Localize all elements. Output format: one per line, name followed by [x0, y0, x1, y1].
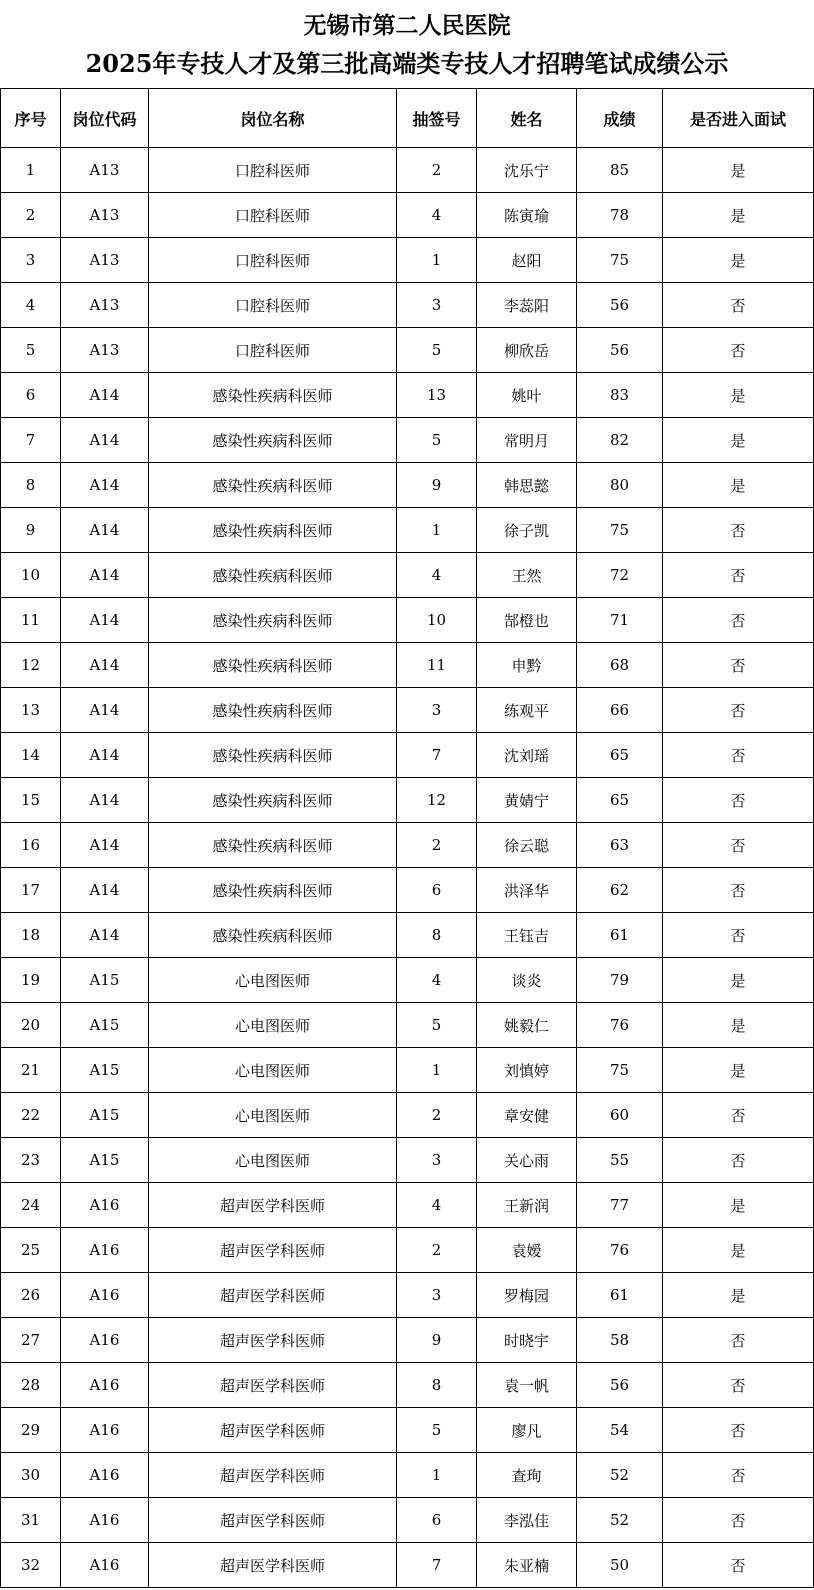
cell-name: 刘慎婷: [477, 1048, 577, 1093]
cell-position-code: A16: [61, 1408, 149, 1453]
cell-position-code: A16: [61, 1363, 149, 1408]
cell-index: 2: [1, 193, 61, 238]
cell-position-code: A14: [61, 733, 149, 778]
cell-position-name: 超声医学科医师: [149, 1543, 397, 1588]
cell-position-name: 口腔科医师: [149, 283, 397, 328]
cell-lot-number: 7: [397, 1543, 477, 1588]
cell-position-name: 感染性疾病科医师: [149, 778, 397, 823]
cell-lot-number: 3: [397, 1273, 477, 1318]
cell-position-name: 感染性疾病科医师: [149, 463, 397, 508]
cell-position-name: 心电图医师: [149, 1093, 397, 1138]
cell-interview: 否: [663, 508, 814, 553]
cell-name: 袁嫒: [477, 1228, 577, 1273]
cell-name: 李泓佳: [477, 1498, 577, 1543]
cell-index: 24: [1, 1183, 61, 1228]
cell-score: 65: [577, 778, 663, 823]
cell-position-code: A15: [61, 1003, 149, 1048]
cell-index: 18: [1, 913, 61, 958]
cell-lot-number: 6: [397, 868, 477, 913]
cell-lot-number: 2: [397, 148, 477, 193]
cell-lot-number: 1: [397, 1453, 477, 1498]
cell-lot-number: 3: [397, 283, 477, 328]
cell-interview: 否: [663, 913, 814, 958]
cell-index: 26: [1, 1273, 61, 1318]
cell-name: 沈刘瑶: [477, 733, 577, 778]
header-position-name: 岗位名称: [149, 89, 397, 148]
cell-name: 练观平: [477, 688, 577, 733]
cell-score: 68: [577, 643, 663, 688]
table-row: [1, 328, 814, 373]
cell-score: 75: [577, 238, 663, 283]
cell-lot-number: 4: [397, 553, 477, 598]
cell-position-code: A13: [61, 328, 149, 373]
cell-interview: 否: [663, 823, 814, 868]
cell-position-name: 超声医学科医师: [149, 1408, 397, 1453]
cell-index: 15: [1, 778, 61, 823]
cell-name: 柳欣岳: [477, 328, 577, 373]
cell-position-name: 心电图医师: [149, 1048, 397, 1093]
cell-score: 56: [577, 283, 663, 328]
cell-position-name: 超声医学科医师: [149, 1228, 397, 1273]
cell-index: 23: [1, 1138, 61, 1183]
cell-lot-number: 3: [397, 1138, 477, 1183]
cell-position-code: A14: [61, 868, 149, 913]
cell-position-name: 超声医学科医师: [149, 1273, 397, 1318]
cell-interview: 否: [663, 1318, 814, 1363]
cell-name: 黄婧宁: [477, 778, 577, 823]
table-row: [1, 508, 814, 553]
cell-position-name: 感染性疾病科医师: [149, 643, 397, 688]
cell-name: 徐子凯: [477, 508, 577, 553]
cell-lot-number: 2: [397, 823, 477, 868]
cell-index: 3: [1, 238, 61, 283]
cell-interview: 是: [663, 193, 814, 238]
cell-position-code: A13: [61, 283, 149, 328]
cell-name: 查珣: [477, 1453, 577, 1498]
cell-score: 78: [577, 193, 663, 238]
cell-index: 27: [1, 1318, 61, 1363]
cell-name: 李蕊阳: [477, 283, 577, 328]
table-row: [1, 643, 814, 688]
cell-name: 徐云聪: [477, 823, 577, 868]
cell-score: 79: [577, 958, 663, 1003]
table-row: [1, 148, 814, 193]
cell-lot-number: 5: [397, 418, 477, 463]
document-subtitle: 2025年专技人才及第三批高端类专技人才招聘笔试成绩公示: [85, 49, 729, 78]
cell-position-name: 感染性疾病科医师: [149, 508, 397, 553]
table-row: [1, 823, 814, 868]
cell-position-code: A16: [61, 1273, 149, 1318]
cell-position-name: 感染性疾病科医师: [149, 598, 397, 643]
table-row: [1, 1138, 814, 1183]
cell-position-code: A14: [61, 553, 149, 598]
cell-lot-number: 9: [397, 463, 477, 508]
cell-lot-number: 10: [397, 598, 477, 643]
cell-position-code: A15: [61, 958, 149, 1003]
header-position-code: 岗位代码: [61, 89, 149, 148]
header-interview: 是否进入面试: [663, 89, 814, 148]
cell-index: 30: [1, 1453, 61, 1498]
cell-score: 61: [577, 1273, 663, 1318]
cell-score: 50: [577, 1543, 663, 1588]
cell-interview: 否: [663, 1138, 814, 1183]
cell-index: 32: [1, 1543, 61, 1588]
table-row: [1, 1363, 814, 1408]
cell-interview: 否: [663, 1093, 814, 1138]
cell-interview: 是: [663, 238, 814, 283]
table-row: [1, 958, 814, 1003]
cell-name: 章安健: [477, 1093, 577, 1138]
cell-position-name: 心电图医师: [149, 1003, 397, 1048]
cell-lot-number: 1: [397, 508, 477, 553]
cell-index: 31: [1, 1498, 61, 1543]
cell-position-code: A16: [61, 1498, 149, 1543]
cell-score: 63: [577, 823, 663, 868]
cell-interview: 否: [663, 598, 814, 643]
table-row: [1, 193, 814, 238]
cell-name: 王钰吉: [477, 913, 577, 958]
cell-name: 沈乐宁: [477, 148, 577, 193]
cell-name: 姚毅仁: [477, 1003, 577, 1048]
cell-index: 19: [1, 958, 61, 1003]
cell-score: 56: [577, 1363, 663, 1408]
cell-index: 7: [1, 418, 61, 463]
cell-score: 54: [577, 1408, 663, 1453]
cell-lot-number: 5: [397, 328, 477, 373]
cell-position-code: A14: [61, 463, 149, 508]
cell-lot-number: 3: [397, 688, 477, 733]
cell-position-code: A15: [61, 1093, 149, 1138]
cell-index: 12: [1, 643, 61, 688]
cell-score: 75: [577, 1048, 663, 1093]
table-row: [1, 913, 814, 958]
cell-position-code: A14: [61, 913, 149, 958]
cell-interview: 否: [663, 733, 814, 778]
cell-position-name: 感染性疾病科医师: [149, 868, 397, 913]
cell-name: 时晓宇: [477, 1318, 577, 1363]
cell-position-code: A13: [61, 238, 149, 283]
cell-name: 王然: [477, 553, 577, 598]
table-row: [1, 1453, 814, 1498]
table-row: [1, 1228, 814, 1273]
cell-name: 袁一帆: [477, 1363, 577, 1408]
cell-position-name: 超声医学科医师: [149, 1183, 397, 1228]
cell-score: 52: [577, 1453, 663, 1498]
cell-position-code: A14: [61, 373, 149, 418]
cell-position-name: 口腔科医师: [149, 148, 397, 193]
cell-index: 10: [1, 553, 61, 598]
cell-name: 谈炎: [477, 958, 577, 1003]
cell-interview: 否: [663, 1408, 814, 1453]
cell-interview: 是: [663, 1048, 814, 1093]
cell-position-code: A16: [61, 1228, 149, 1273]
cell-score: 62: [577, 868, 663, 913]
cell-score: 82: [577, 418, 663, 463]
header-index: 序号: [1, 89, 61, 148]
cell-index: 11: [1, 598, 61, 643]
cell-lot-number: 12: [397, 778, 477, 823]
cell-name: 廖凡: [477, 1408, 577, 1453]
cell-name: 罗梅园: [477, 1273, 577, 1318]
cell-position-name: 超声医学科医师: [149, 1453, 397, 1498]
table-row: [1, 1498, 814, 1543]
table-row: [1, 688, 814, 733]
cell-index: 21: [1, 1048, 61, 1093]
cell-position-code: A16: [61, 1183, 149, 1228]
cell-position-code: A16: [61, 1318, 149, 1363]
cell-index: 25: [1, 1228, 61, 1273]
cell-position-name: 口腔科医师: [149, 193, 397, 238]
cell-index: 20: [1, 1003, 61, 1048]
cell-score: 77: [577, 1183, 663, 1228]
cell-index: 28: [1, 1363, 61, 1408]
cell-score: 72: [577, 553, 663, 598]
cell-lot-number: 2: [397, 1093, 477, 1138]
cell-lot-number: 5: [397, 1003, 477, 1048]
cell-position-name: 感染性疾病科医师: [149, 373, 397, 418]
table-row: [1, 1048, 814, 1093]
cell-lot-number: 8: [397, 913, 477, 958]
cell-position-code: A14: [61, 778, 149, 823]
cell-score: 76: [577, 1003, 663, 1048]
cell-position-name: 超声医学科医师: [149, 1498, 397, 1543]
table-row: [1, 733, 814, 778]
table-row: [1, 1318, 814, 1363]
table-row: [1, 1003, 814, 1048]
table-row: [1, 418, 814, 463]
cell-position-name: 感染性疾病科医师: [149, 418, 397, 463]
cell-name: 郜橙也: [477, 598, 577, 643]
cell-interview: 否: [663, 643, 814, 688]
cell-score: 55: [577, 1138, 663, 1183]
cell-score: 71: [577, 598, 663, 643]
cell-interview: 否: [663, 1363, 814, 1408]
cell-score: 52: [577, 1498, 663, 1543]
cell-name: 洪泽华: [477, 868, 577, 913]
cell-index: 8: [1, 463, 61, 508]
cell-interview: 否: [663, 1498, 814, 1543]
cell-index: 14: [1, 733, 61, 778]
table-row: [1, 598, 814, 643]
table-row: [1, 463, 814, 508]
cell-position-code: A14: [61, 823, 149, 868]
cell-lot-number: 7: [397, 733, 477, 778]
table-row: [1, 1273, 814, 1318]
cell-lot-number: 4: [397, 958, 477, 1003]
cell-position-code: A14: [61, 508, 149, 553]
cell-position-code: A13: [61, 193, 149, 238]
cell-lot-number: 5: [397, 1408, 477, 1453]
table-row: [1, 373, 814, 418]
cell-position-code: A14: [61, 598, 149, 643]
cell-name: 常明月: [477, 418, 577, 463]
cell-index: 9: [1, 508, 61, 553]
cell-score: 83: [577, 373, 663, 418]
cell-index: 17: [1, 868, 61, 913]
table-row: [1, 778, 814, 823]
table-row: [1, 553, 814, 598]
cell-name: 赵阳: [477, 238, 577, 283]
header-lot-number: 抽签号: [397, 89, 477, 148]
cell-lot-number: 6: [397, 1498, 477, 1543]
cell-name: 朱亚楠: [477, 1543, 577, 1588]
cell-position-name: 感染性疾病科医师: [149, 823, 397, 868]
cell-score: 61: [577, 913, 663, 958]
cell-position-name: 感染性疾病科医师: [149, 913, 397, 958]
cell-index: 6: [1, 373, 61, 418]
cell-index: 16: [1, 823, 61, 868]
cell-interview: 否: [663, 688, 814, 733]
cell-score: 80: [577, 463, 663, 508]
cell-lot-number: 1: [397, 238, 477, 283]
cell-position-name: 超声医学科医师: [149, 1318, 397, 1363]
table-row: [1, 1183, 814, 1228]
header-name: 姓名: [477, 89, 577, 148]
cell-score: 60: [577, 1093, 663, 1138]
cell-interview: 是: [663, 1003, 814, 1048]
cell-interview: 是: [663, 463, 814, 508]
cell-score: 58: [577, 1318, 663, 1363]
table-header-row: [1, 89, 814, 148]
cell-lot-number: 8: [397, 1363, 477, 1408]
cell-position-name: 超声医学科医师: [149, 1363, 397, 1408]
results-table: [0, 88, 814, 1588]
table-row: [1, 1408, 814, 1453]
cell-interview: 否: [663, 283, 814, 328]
cell-score: 66: [577, 688, 663, 733]
cell-lot-number: 1: [397, 1048, 477, 1093]
cell-interview: 否: [663, 1453, 814, 1498]
cell-score: 76: [577, 1228, 663, 1273]
cell-position-name: 感染性疾病科医师: [149, 688, 397, 733]
cell-interview: 是: [663, 958, 814, 1003]
cell-lot-number: 4: [397, 193, 477, 238]
cell-interview: 否: [663, 868, 814, 913]
cell-name: 王新润: [477, 1183, 577, 1228]
cell-name: 关心雨: [477, 1138, 577, 1183]
cell-index: 5: [1, 328, 61, 373]
cell-position-code: A16: [61, 1543, 149, 1588]
cell-position-name: 口腔科医师: [149, 238, 397, 283]
cell-interview: 是: [663, 373, 814, 418]
cell-interview: 否: [663, 328, 814, 373]
cell-position-code: A14: [61, 643, 149, 688]
cell-name: 韩思懿: [477, 463, 577, 508]
cell-position-name: 心电图医师: [149, 958, 397, 1003]
cell-lot-number: 13: [397, 373, 477, 418]
cell-interview: 是: [663, 148, 814, 193]
table-row: [1, 1093, 814, 1138]
cell-name: 申黔: [477, 643, 577, 688]
cell-position-name: 感染性疾病科医师: [149, 553, 397, 598]
cell-lot-number: 2: [397, 1228, 477, 1273]
header-score: 成绩: [577, 89, 663, 148]
cell-index: 29: [1, 1408, 61, 1453]
cell-position-name: 感染性疾病科医师: [149, 733, 397, 778]
cell-index: 13: [1, 688, 61, 733]
cell-position-code: A15: [61, 1138, 149, 1183]
table-row: [1, 283, 814, 328]
cell-position-name: 心电图医师: [149, 1138, 397, 1183]
table-row: [1, 238, 814, 283]
cell-score: 56: [577, 328, 663, 373]
cell-lot-number: 11: [397, 643, 477, 688]
cell-position-name: 口腔科医师: [149, 328, 397, 373]
cell-position-code: A13: [61, 148, 149, 193]
cell-interview: 是: [663, 1273, 814, 1318]
cell-interview: 否: [663, 1543, 814, 1588]
document-title: 无锡市第二人民医院: [303, 12, 511, 39]
cell-position-code: A14: [61, 418, 149, 463]
cell-name: 姚叶: [477, 373, 577, 418]
cell-position-code: A14: [61, 688, 149, 733]
cell-score: 75: [577, 508, 663, 553]
cell-index: 4: [1, 283, 61, 328]
cell-interview: 是: [663, 1183, 814, 1228]
cell-score: 85: [577, 148, 663, 193]
cell-lot-number: 9: [397, 1318, 477, 1363]
table-row: [1, 1543, 814, 1588]
cell-index: 1: [1, 148, 61, 193]
cell-interview: 否: [663, 553, 814, 598]
cell-score: 65: [577, 733, 663, 778]
cell-interview: 是: [663, 1228, 814, 1273]
cell-position-code: A16: [61, 1453, 149, 1498]
cell-index: 22: [1, 1093, 61, 1138]
table-row: [1, 868, 814, 913]
cell-interview: 是: [663, 418, 814, 463]
cell-position-code: A15: [61, 1048, 149, 1093]
cell-lot-number: 4: [397, 1183, 477, 1228]
cell-interview: 否: [663, 778, 814, 823]
cell-name: 陈寅瑜: [477, 193, 577, 238]
